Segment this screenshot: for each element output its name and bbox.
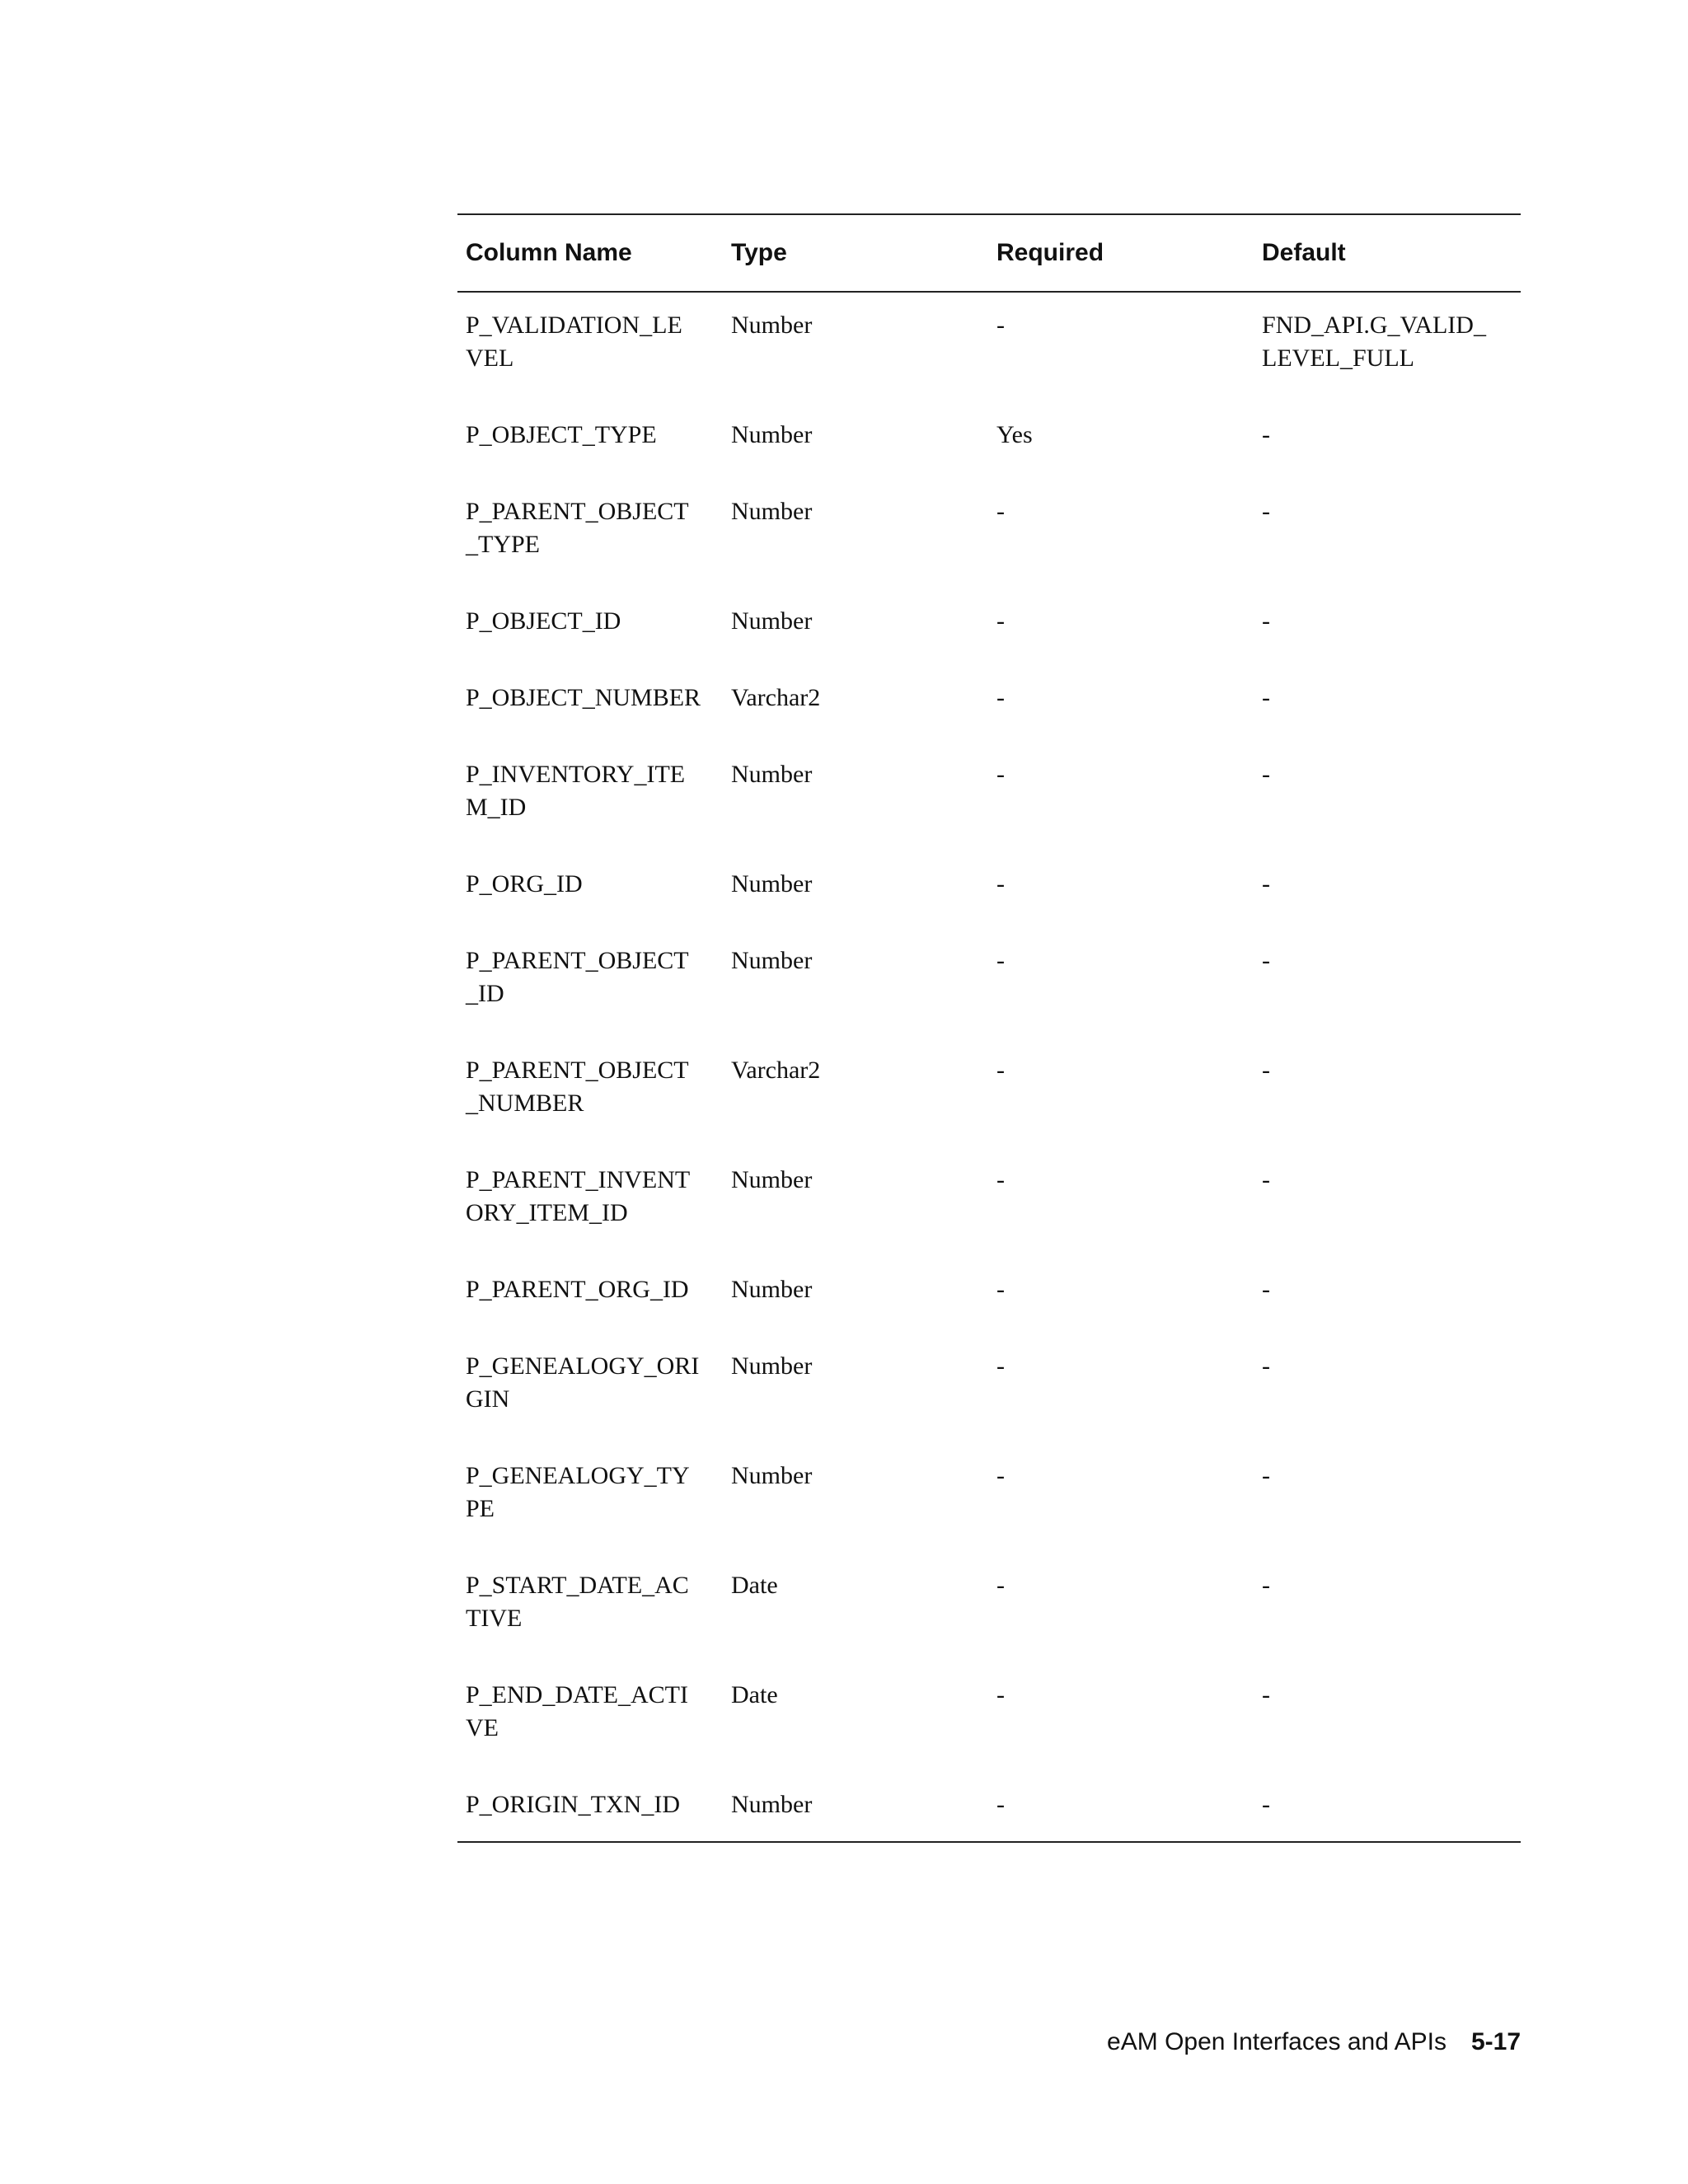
cell-column-name	[457, 605, 723, 638]
cell-column-name	[457, 1569, 723, 1635]
cell-type: Varchar2	[731, 684, 821, 711]
cell-required: -	[996, 607, 1005, 635]
cell-required: -	[996, 947, 1005, 974]
cell-required: -	[996, 1681, 1005, 1708]
cell-column-name	[457, 1273, 723, 1306]
cell-default	[1254, 1164, 1521, 1197]
cell-type: Date	[731, 1572, 778, 1599]
cell-default	[1254, 1273, 1521, 1306]
default-line: -	[1262, 1276, 1270, 1303]
default-line: -	[1262, 870, 1270, 898]
cell-column-name	[457, 419, 723, 452]
cell-default	[1254, 1054, 1521, 1087]
table-row	[457, 1569, 1521, 1679]
default-line: FND_API.G_VALID_	[1262, 312, 1486, 339]
default-line: -	[1262, 421, 1270, 448]
header-column-name: Column Name	[466, 239, 632, 266]
cell-type: Number	[731, 1791, 813, 1818]
cell-type: Number	[731, 1166, 813, 1193]
cell-required: Yes	[996, 421, 1033, 448]
default-line: LEVEL_FULL	[1262, 344, 1414, 372]
cell-default	[1254, 1788, 1521, 1821]
header-required: Required	[996, 239, 1104, 266]
cell-default	[1254, 682, 1521, 715]
cell-column-name	[457, 944, 723, 1010]
table-row	[457, 1164, 1521, 1273]
cell-type: Varchar2	[731, 1057, 821, 1084]
default-line: -	[1262, 1572, 1270, 1599]
table-row	[457, 1788, 1521, 1836]
cell-column-name	[457, 682, 723, 715]
column-name-line: P_PARENT_OBJECT	[466, 498, 689, 525]
cell-column-name	[457, 309, 723, 375]
default-line: -	[1262, 1166, 1270, 1193]
cell-column-name	[457, 1054, 723, 1120]
cell-required: -	[996, 312, 1005, 339]
parameter-table	[457, 213, 1521, 1843]
column-name-line: P_VALIDATION_LE	[466, 312, 682, 339]
cell-required: -	[996, 1057, 1005, 1084]
column-name-line: VE	[466, 1714, 499, 1741]
table-row	[457, 758, 1521, 868]
page-number: 5-17	[1470, 2028, 1521, 2055]
column-name-line: _NUMBER	[466, 1090, 584, 1117]
cell-default	[1254, 868, 1521, 901]
cell-type: Number	[731, 947, 813, 974]
table-header-row	[457, 215, 1521, 293]
column-name-line: _ID	[466, 980, 504, 1007]
column-name-line: P_ORIGIN_TXN_ID	[466, 1791, 680, 1818]
table-row	[457, 682, 1521, 758]
cell-required: -	[996, 498, 1005, 525]
default-line: -	[1262, 1681, 1270, 1708]
cell-column-name	[457, 868, 723, 901]
cell-column-name	[457, 1164, 723, 1230]
column-name-line: P_PARENT_OBJECT	[466, 1057, 689, 1084]
column-name-line: P_ORG_ID	[466, 870, 583, 898]
cell-type: Number	[731, 1352, 813, 1380]
column-name-line: P_PARENT_INVENT	[466, 1166, 691, 1193]
cell-default	[1254, 1350, 1521, 1383]
table-row	[457, 944, 1521, 1054]
table-row	[457, 1273, 1521, 1350]
cell-type: Number	[731, 607, 813, 635]
table-row	[457, 495, 1521, 605]
default-line: -	[1262, 1791, 1270, 1818]
column-name-line: P_OBJECT_ID	[466, 607, 621, 635]
cell-default	[1254, 495, 1521, 528]
cell-required: -	[996, 1166, 1005, 1193]
column-name-line: TIVE	[466, 1605, 523, 1632]
column-name-line: P_END_DATE_ACTI	[466, 1681, 688, 1708]
footer-title: eAM Open Interfaces and APIs	[1107, 2028, 1447, 2055]
default-line: -	[1262, 1057, 1270, 1084]
default-line: -	[1262, 607, 1270, 635]
column-name-line: _TYPE	[466, 531, 540, 558]
cell-required: -	[996, 870, 1005, 898]
column-name-line: P_GENEALOGY_ORI	[466, 1352, 700, 1380]
cell-type: Number	[731, 498, 813, 525]
cell-type: Number	[731, 1276, 813, 1303]
cell-column-name	[457, 1679, 723, 1745]
column-name-line: P_OBJECT_TYPE	[466, 421, 657, 448]
table-row	[457, 309, 1521, 419]
column-name-line: PE	[466, 1495, 495, 1522]
cell-type: Number	[731, 1462, 813, 1489]
header-default: Default	[1262, 239, 1346, 266]
cell-column-name	[457, 1460, 723, 1526]
default-line: -	[1262, 498, 1270, 525]
cell-type: Number	[731, 312, 813, 339]
table-row	[457, 1679, 1521, 1788]
table-row	[457, 1460, 1521, 1569]
cell-column-name	[457, 1788, 723, 1821]
default-line: -	[1262, 684, 1270, 711]
cell-default	[1254, 605, 1521, 638]
cell-required: -	[996, 684, 1005, 711]
column-name-line: GIN	[466, 1385, 510, 1413]
cell-type: Number	[731, 761, 813, 788]
default-line: -	[1262, 761, 1270, 788]
table-body	[457, 293, 1521, 1841]
column-name-line: P_PARENT_OBJECT	[466, 947, 689, 974]
default-line: -	[1262, 1352, 1270, 1380]
column-name-line: P_OBJECT_NUMBER	[466, 684, 701, 711]
cell-default	[1254, 1569, 1521, 1602]
header-type: Type	[731, 239, 787, 266]
cell-default	[1254, 1460, 1521, 1493]
cell-default	[1254, 1679, 1521, 1712]
default-line: -	[1262, 1462, 1270, 1489]
cell-default	[1254, 419, 1521, 452]
cell-column-name	[457, 495, 723, 561]
table-row	[457, 419, 1521, 495]
cell-required: -	[996, 1572, 1005, 1599]
cell-default	[1254, 758, 1521, 791]
column-name-line: M_ID	[466, 794, 527, 821]
default-line: -	[1262, 947, 1270, 974]
table-row	[457, 1350, 1521, 1460]
column-name-line: VEL	[466, 344, 514, 372]
cell-type: Number	[731, 870, 813, 898]
page-footer	[1107, 2028, 1521, 2056]
cell-default	[1254, 944, 1521, 977]
cell-type: Number	[731, 421, 813, 448]
cell-column-name	[457, 1350, 723, 1416]
column-name-line: ORY_ITEM_ID	[466, 1199, 628, 1226]
cell-required: -	[996, 761, 1005, 788]
column-name-line: P_START_DATE_AC	[466, 1572, 689, 1599]
table-row	[457, 1054, 1521, 1164]
cell-required: -	[996, 1352, 1005, 1380]
table-row	[457, 605, 1521, 682]
cell-required: -	[996, 1791, 1005, 1818]
column-name-line: P_INVENTORY_ITE	[466, 761, 686, 788]
table-row	[457, 868, 1521, 944]
cell-required: -	[996, 1462, 1005, 1489]
cell-column-name	[457, 758, 723, 824]
column-name-line: P_GENEALOGY_TY	[466, 1462, 690, 1489]
cell-required: -	[996, 1276, 1005, 1303]
cell-type: Date	[731, 1681, 778, 1708]
column-name-line: P_PARENT_ORG_ID	[466, 1276, 689, 1303]
cell-default	[1254, 309, 1521, 375]
